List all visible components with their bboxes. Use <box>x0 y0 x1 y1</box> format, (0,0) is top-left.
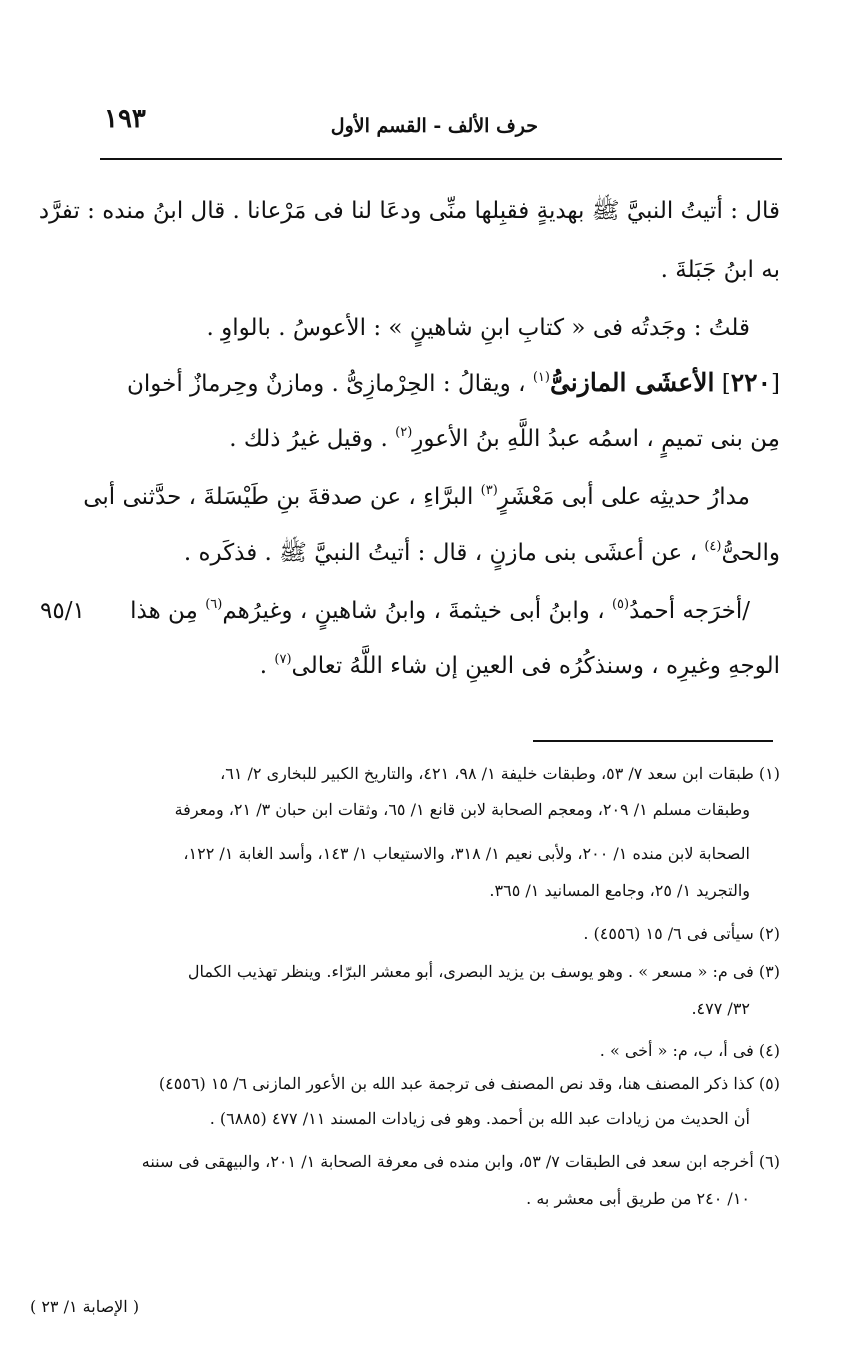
entry-heading-line <box>127 368 780 399</box>
margin-volume-reference: ٩٥/١ <box>40 598 85 624</box>
entry-close-bracket: ] <box>721 371 731 397</box>
body-line-2: به ابنُ جَبَلةَ . <box>660 257 780 283</box>
footnote-ref-6: (٦) <box>205 597 223 612</box>
body-line-1: قال : أتيتُ النبيَّ ﷺ بهديةٍ فقبِلها منِّى ودعَا لنا فى مَرْعانا . قال ابنُ منده : تفرَّد <box>38 198 780 224</box>
footnote-1-line-1: (١) طبقات ابن سعد ٧/ ٥٣، وطبقات خليفة ١/ ٩٨، ٤٢١، والتاريخ الكبير للبخارى ٢/ ٦١، <box>220 764 780 783</box>
footnote-ref-5: (٥) <box>611 597 630 612</box>
footnote-separator <box>533 740 773 742</box>
entry-number: ٢٢٠ <box>730 368 772 397</box>
body-line-6-end: البرَّاءِ ، عن صدقةَ بنِ طَيْسَلةَ ، حدَّثنى أبى <box>83 484 474 510</box>
page-number: ١٩٣ <box>104 104 146 134</box>
entry-open-bracket: [ <box>771 371 780 397</box>
footnote-6-line-1: (٦) أخرجه ابن سعد فى الطبقات ٧/ ٥٣، وابن منده فى معرفة الصحابة ١/ ٢٠١، والبيهقى فى سننه <box>141 1152 780 1171</box>
body-line-5 <box>229 424 780 454</box>
body-line-8-end: مِن هذا <box>130 598 198 624</box>
body-line-3: قلتُ : وجَدتُه فى « كتابِ ابنِ شاهينٍ » : الأعوسُ . بالواوِ . <box>206 315 750 341</box>
footnote-ref-3: (٣) <box>480 483 498 498</box>
body-line-8 <box>130 596 750 626</box>
entry-name: الأعشَى المازنىُّ <box>549 368 715 397</box>
body-line-9 <box>260 651 780 681</box>
footnote-ref-2: (٢) <box>395 425 413 440</box>
body-line-9-text: الوجهِ وغيرِه ، وسنذكُرُه فى العينِ إن شاء اللَّهُ تعالى <box>291 653 780 679</box>
running-header-title: حرف الألف - القسم الأول <box>330 115 538 137</box>
footnote-1-line-2: وطبقات مسلم ١/ ٢٠٩، ومعجم الصحابة لابن قانع ١/ ٦٥، وثقات ابن حبان ٣/ ٢١، ومعرفة <box>174 800 750 819</box>
body-line-9-end: . <box>259 653 268 679</box>
body-line-6 <box>83 482 750 512</box>
footnote-3-line-2: ٣٢/ ٤٧٧. <box>691 999 750 1018</box>
header-rule <box>100 158 782 160</box>
footnote-5-line-2: أن الحديث من زيادات عبد الله بن أحمد. وهو فى زيادات المسند ١١/ ٤٧٧ (٦٨٨٥) . <box>209 1109 750 1128</box>
footnote-6-line-2: ١٠/ ٢٤٠ من طريق أبى معشر به . <box>526 1189 750 1208</box>
footnote-ref-1: (١) <box>532 370 550 385</box>
footnote-5-line-1: (٥) كذا ذكر المصنف هنا، وقد نص المصنف فى ترجمة عبد الله بن الأعور المازنى ٦/ ١٥ (٤٥٥٦) <box>158 1074 780 1093</box>
footnote-2: (٢) سيأتى فى ٦/ ١٥ (٤٥٥٦) . <box>583 924 780 943</box>
page-footer-citation: ( الإصابة ١/ ٢٣ ) <box>30 1297 140 1316</box>
body-line-7 <box>184 538 780 568</box>
body-line-8-middle: ، وابنُ أبى خيثمةَ ، وابنُ شاهينٍ ، وغيرُهم <box>222 598 605 624</box>
entry-heading-rest: ، ويقالُ : الحِرْمازِىُّ . ومازنٌ وحِرمازٌ أخوان <box>126 371 526 397</box>
footnote-ref-4: (٤) <box>704 539 722 554</box>
footnote-1-line-4: والتجريد ١/ ٢٥، وجامع المسانيد ١/ ٣٦٥. <box>489 881 750 900</box>
body-line-5-text: مِن بنى تميمٍ ، اسمُه عبدُ اللَّهِ بنُ الأعورِ <box>412 426 780 452</box>
footnote-ref-7: (٧) <box>274 652 292 667</box>
body-line-7-text: والحىُّ <box>721 540 780 566</box>
body-line-5-end: . وقيل غيرُ ذلك . <box>229 426 388 452</box>
body-line-7-end: ، عن أعشَى بنى مازنٍ ، قال : أتيتُ النبيَّ ﷺ . فذكَره . <box>183 540 698 566</box>
footnote-3-line-1: (٣) فى م: « مسعر » . وهو يوسف بن يزيد البصرى، أبو معشر البرّاء. وينظر تهذيب الكمال <box>187 962 780 981</box>
body-line-6-text: مدارُ حديثِه على أبى مَعْشَرٍ <box>497 484 750 510</box>
body-line-8-text: /أخرَجه أحمدُ <box>629 598 750 624</box>
footnote-4: (٤) فى أ، ب، م: « أخى » . <box>599 1041 780 1060</box>
footnote-1-line-3: الصحابة لابن منده ١/ ٢٠٠، ولأبى نعيم ١/ ٣١٨، والاستيعاب ١/ ١٤٣، وأسد الغابة ١/ ١٢٢، <box>183 844 750 863</box>
